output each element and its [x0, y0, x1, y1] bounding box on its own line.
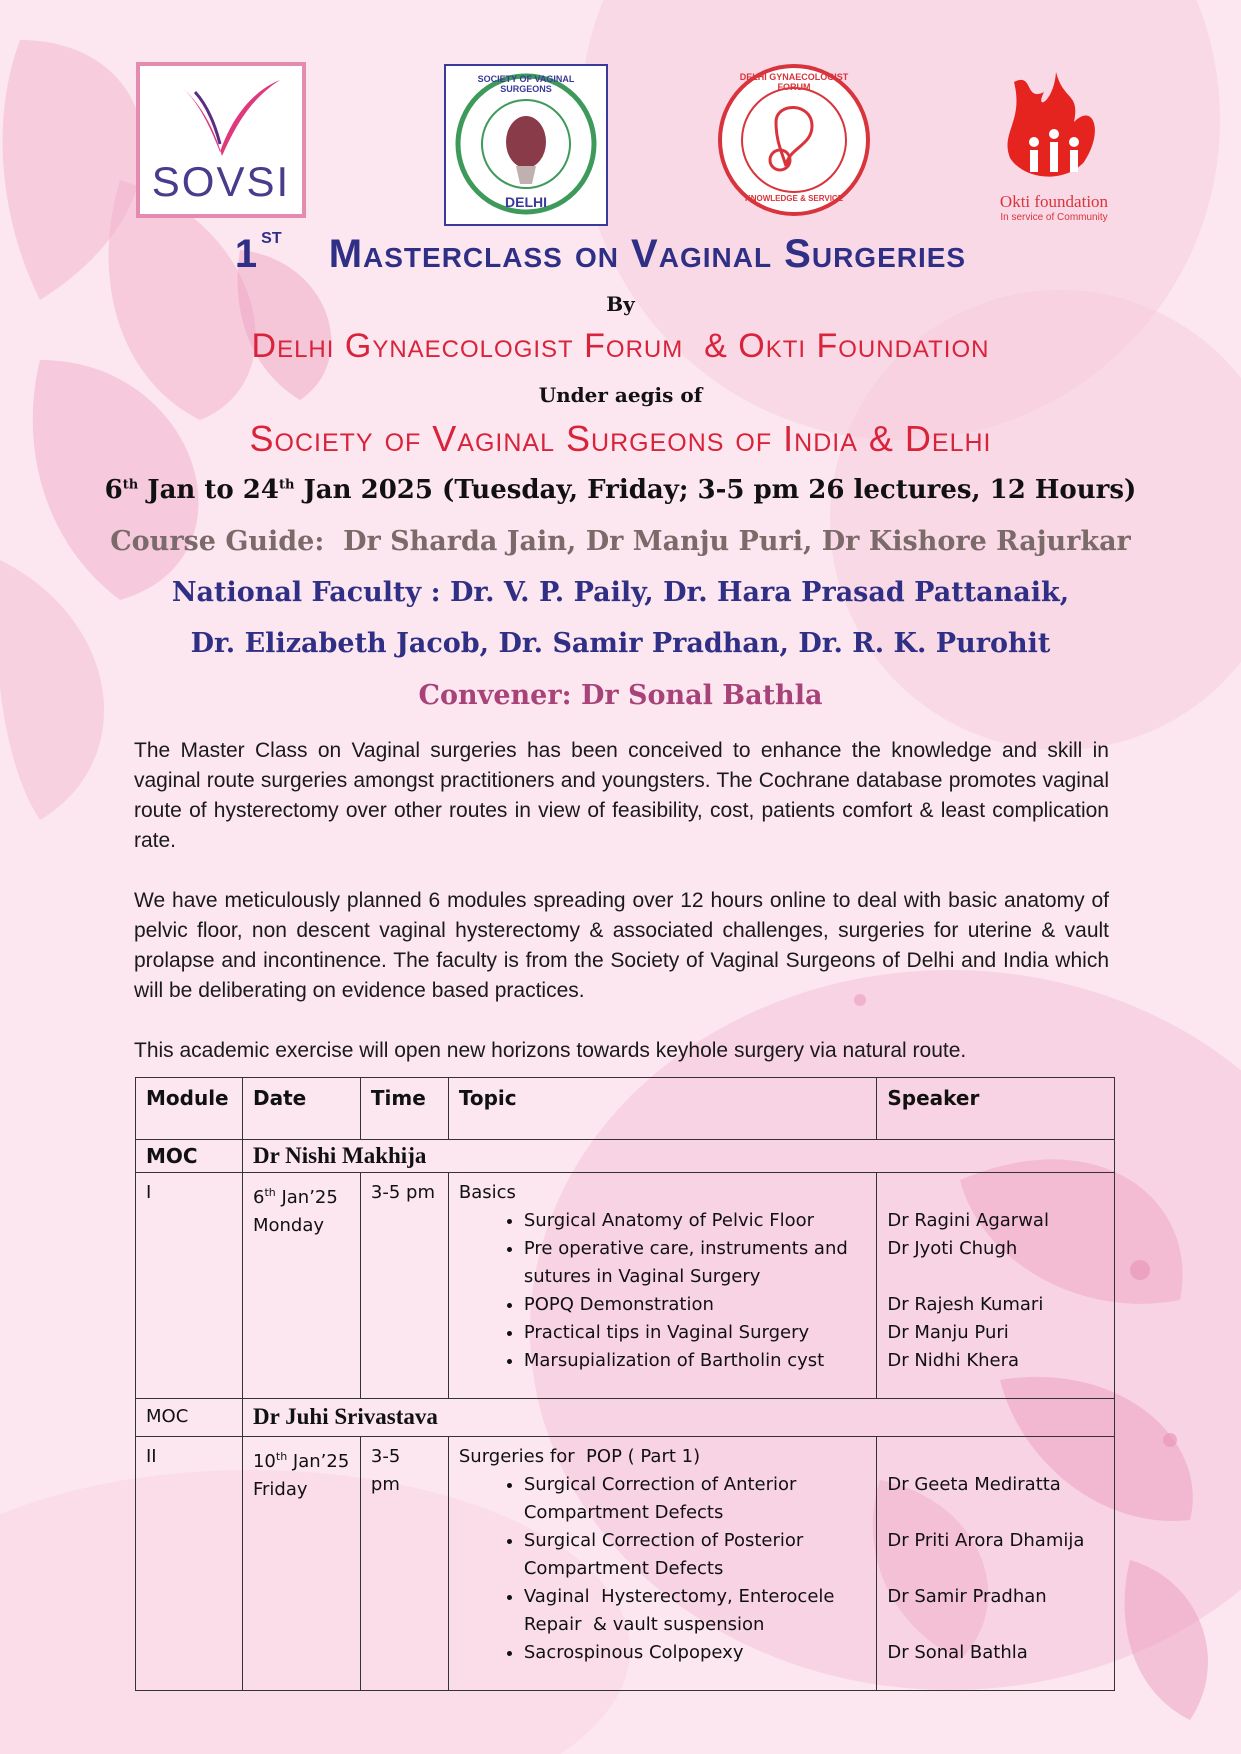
- dates-start-suffix: th: [122, 477, 139, 493]
- speaker-spacer: [887, 1555, 1104, 1583]
- moc-label: MOC: [136, 1140, 243, 1173]
- speaker-spacer: [887, 1263, 1104, 1291]
- date-suffix: th: [264, 1186, 276, 1199]
- header-speaker: Speaker: [877, 1078, 1115, 1140]
- list-item: • Vaginal Hysterectomy, Enterocele Repair & vault suspension: [524, 1583, 866, 1639]
- module-topics: [448, 1437, 876, 1691]
- module-number: II: [136, 1437, 243, 1691]
- date-month: Jan’25: [275, 1187, 338, 1208]
- time-range: 3-5: [370, 1446, 401, 1467]
- topic-title: Surgeries for POP ( Part 1): [458, 1446, 701, 1467]
- list-item: • Sacrospinous Colpopexy: [524, 1639, 866, 1667]
- organizers: Delhi Gynaecologist Forum & Okti Foundation: [251, 327, 990, 365]
- speaker-name: Dr Rajesh Kumari: [887, 1294, 1044, 1315]
- course-dates: [0, 475, 1241, 505]
- dates-end-suffix: th: [278, 477, 295, 493]
- date-day: 6: [252, 1187, 265, 1208]
- society-name: Society of Vaginal Surgeons of India & Delhi: [249, 418, 992, 459]
- intro-paragraph-2: We have meticulously planned 6 modules spreading over 12 hours online to deal with basic anatomy of pelvic floor, non descent vaginal hysterectomy & associated challenges, surgeries for uterine & vault prolapse and incontinence. The faculty is from the Society of Vaginal Surgeons of Delhi and India which will be deliberating on evidence based practices.: [134, 889, 1109, 1002]
- sovs-delhi-logo: [444, 64, 608, 226]
- speaker-name: Dr Nidhi Khera: [887, 1350, 1020, 1371]
- national-faculty-line1: National Faculty : Dr. V. P. Paily, Dr. Hara Prasad Pattanaik,: [171, 577, 1070, 608]
- speaker-spacer: [887, 1499, 1104, 1527]
- title-text: Masterclass on Vaginal Surgeries: [328, 232, 967, 276]
- module-speakers: [877, 1173, 1115, 1399]
- list-item: • Pre operative care, instruments and sutures in Vaginal Surgery: [524, 1235, 866, 1291]
- okti-logo: [984, 62, 1124, 222]
- okti-logo-tagline: In service of Community: [1000, 212, 1108, 223]
- speaker-name: Dr Sonal Bathla: [887, 1642, 1028, 1663]
- speaker-name: Dr Samir Pradhan: [887, 1586, 1047, 1607]
- by-label: By: [606, 292, 635, 316]
- header-module: Module: [136, 1078, 243, 1140]
- module-speakers: [877, 1437, 1115, 1691]
- speaker-name: Dr Manju Puri: [887, 1322, 1009, 1343]
- page-title: [0, 229, 1241, 277]
- module-number: I: [136, 1173, 243, 1399]
- speaker-name: Dr Geeta Mediratta: [887, 1474, 1061, 1495]
- date-weekday: Friday: [252, 1479, 308, 1500]
- module-time: 3-5 pm: [360, 1173, 448, 1399]
- speaker-name: Dr Ragini Agarwal: [887, 1210, 1049, 1231]
- table-row-module-1: [136, 1173, 1115, 1399]
- table-header-row: [136, 1078, 1115, 1140]
- module-topics: [448, 1173, 876, 1399]
- table-row-module-2: [136, 1437, 1115, 1691]
- speaker-name: Dr Jyoti Chugh: [887, 1238, 1018, 1259]
- intro-paragraph-3: This academic exercise will open new horizons towards keyhole surgery via natural route.: [134, 1039, 967, 1062]
- speaker-spacer: [887, 1611, 1104, 1639]
- list-item: • Surgical Correction of Anterior Compartment Defects: [524, 1471, 866, 1527]
- sovsi-logo: [136, 62, 306, 218]
- sovs-city-text: DELHI: [505, 194, 547, 210]
- header-topic: Topic: [448, 1078, 876, 1140]
- list-item: • Surgical Correction of Posterior Compartment Defects: [524, 1527, 866, 1583]
- date-day: 10: [252, 1451, 276, 1472]
- dates-middle: Jan to 24: [138, 475, 279, 505]
- national-faculty-line2: Dr. Elizabeth Jacob, Dr. Samir Pradhan, Dr. R. K. Purohit: [190, 628, 1051, 659]
- topic-list: [459, 1471, 866, 1667]
- module-time: [360, 1437, 448, 1691]
- speaker-name: Dr Priti Arora Dhamija: [887, 1530, 1085, 1551]
- module-date: [242, 1437, 360, 1691]
- course-guide: Course Guide: Dr Sharda Jain, Dr Manju Puri, Dr Kishore Rajurkar: [110, 526, 1131, 557]
- dgf-ring-text: DELHI GYNAECOLOGIST FORUM: [739, 72, 849, 92]
- date-suffix: th: [275, 1450, 288, 1463]
- moc-name: Dr Nishi Makhija: [242, 1140, 1114, 1173]
- date-weekday: Monday: [252, 1215, 325, 1236]
- intro-paragraph-1: The Master Class on Vaginal surgeries has been conceived to enhance the knowledge and skill in vaginal route surgeries amongst practitioners and youngsters. The Cochrane database promotes vaginal route of hysterectomy over other routes in view of feasibility, cost, patients comfort & least complication rate.: [134, 739, 1109, 852]
- schedule-table: [135, 1077, 1115, 1691]
- topic-list: [459, 1207, 866, 1375]
- title-ordinal: 1: [234, 232, 258, 276]
- list-item: • Marsupialization of Bartholin cyst: [524, 1347, 866, 1375]
- dgf-motto-text: KNOWLEDGE & SERVICE: [744, 194, 844, 203]
- dgf-logo: [716, 62, 872, 218]
- moc-label: MOC: [136, 1399, 243, 1437]
- module-date: [242, 1173, 360, 1399]
- okti-logo-name: Okti foundation: [999, 192, 1109, 211]
- list-item: • Surgical Anatomy of Pelvic Floor: [524, 1207, 866, 1235]
- topic-title: Basics: [458, 1182, 516, 1203]
- sovs-ring-text: SOCIETY OF VAGINAL SURGEONS: [477, 74, 575, 94]
- dates-start-day: 6: [104, 475, 123, 505]
- list-item: • POPQ Demonstration: [524, 1291, 866, 1319]
- dates-rest: Jan 2025 (Tuesday, Friday; 3-5 pm 26 lectures, 12 Hours): [294, 475, 1137, 505]
- sovsi-logo-text: SOVSI: [151, 158, 291, 205]
- date-month: Jan’25: [287, 1451, 350, 1472]
- list-item: • Practical tips in Vaginal Surgery: [524, 1319, 866, 1347]
- convener: Convener: Dr Sonal Bathla: [418, 680, 823, 711]
- moc-name: Dr Juhi Srivastava: [242, 1399, 1114, 1437]
- header-time: Time: [360, 1078, 448, 1140]
- time-period: pm: [370, 1474, 400, 1495]
- aegis-label: Under aegis of: [538, 383, 703, 407]
- table-row-moc-1: [136, 1140, 1115, 1173]
- table-row-moc-2: [136, 1399, 1115, 1437]
- title-ordinal-suffix: ST: [261, 229, 282, 247]
- header-date: Date: [242, 1078, 360, 1140]
